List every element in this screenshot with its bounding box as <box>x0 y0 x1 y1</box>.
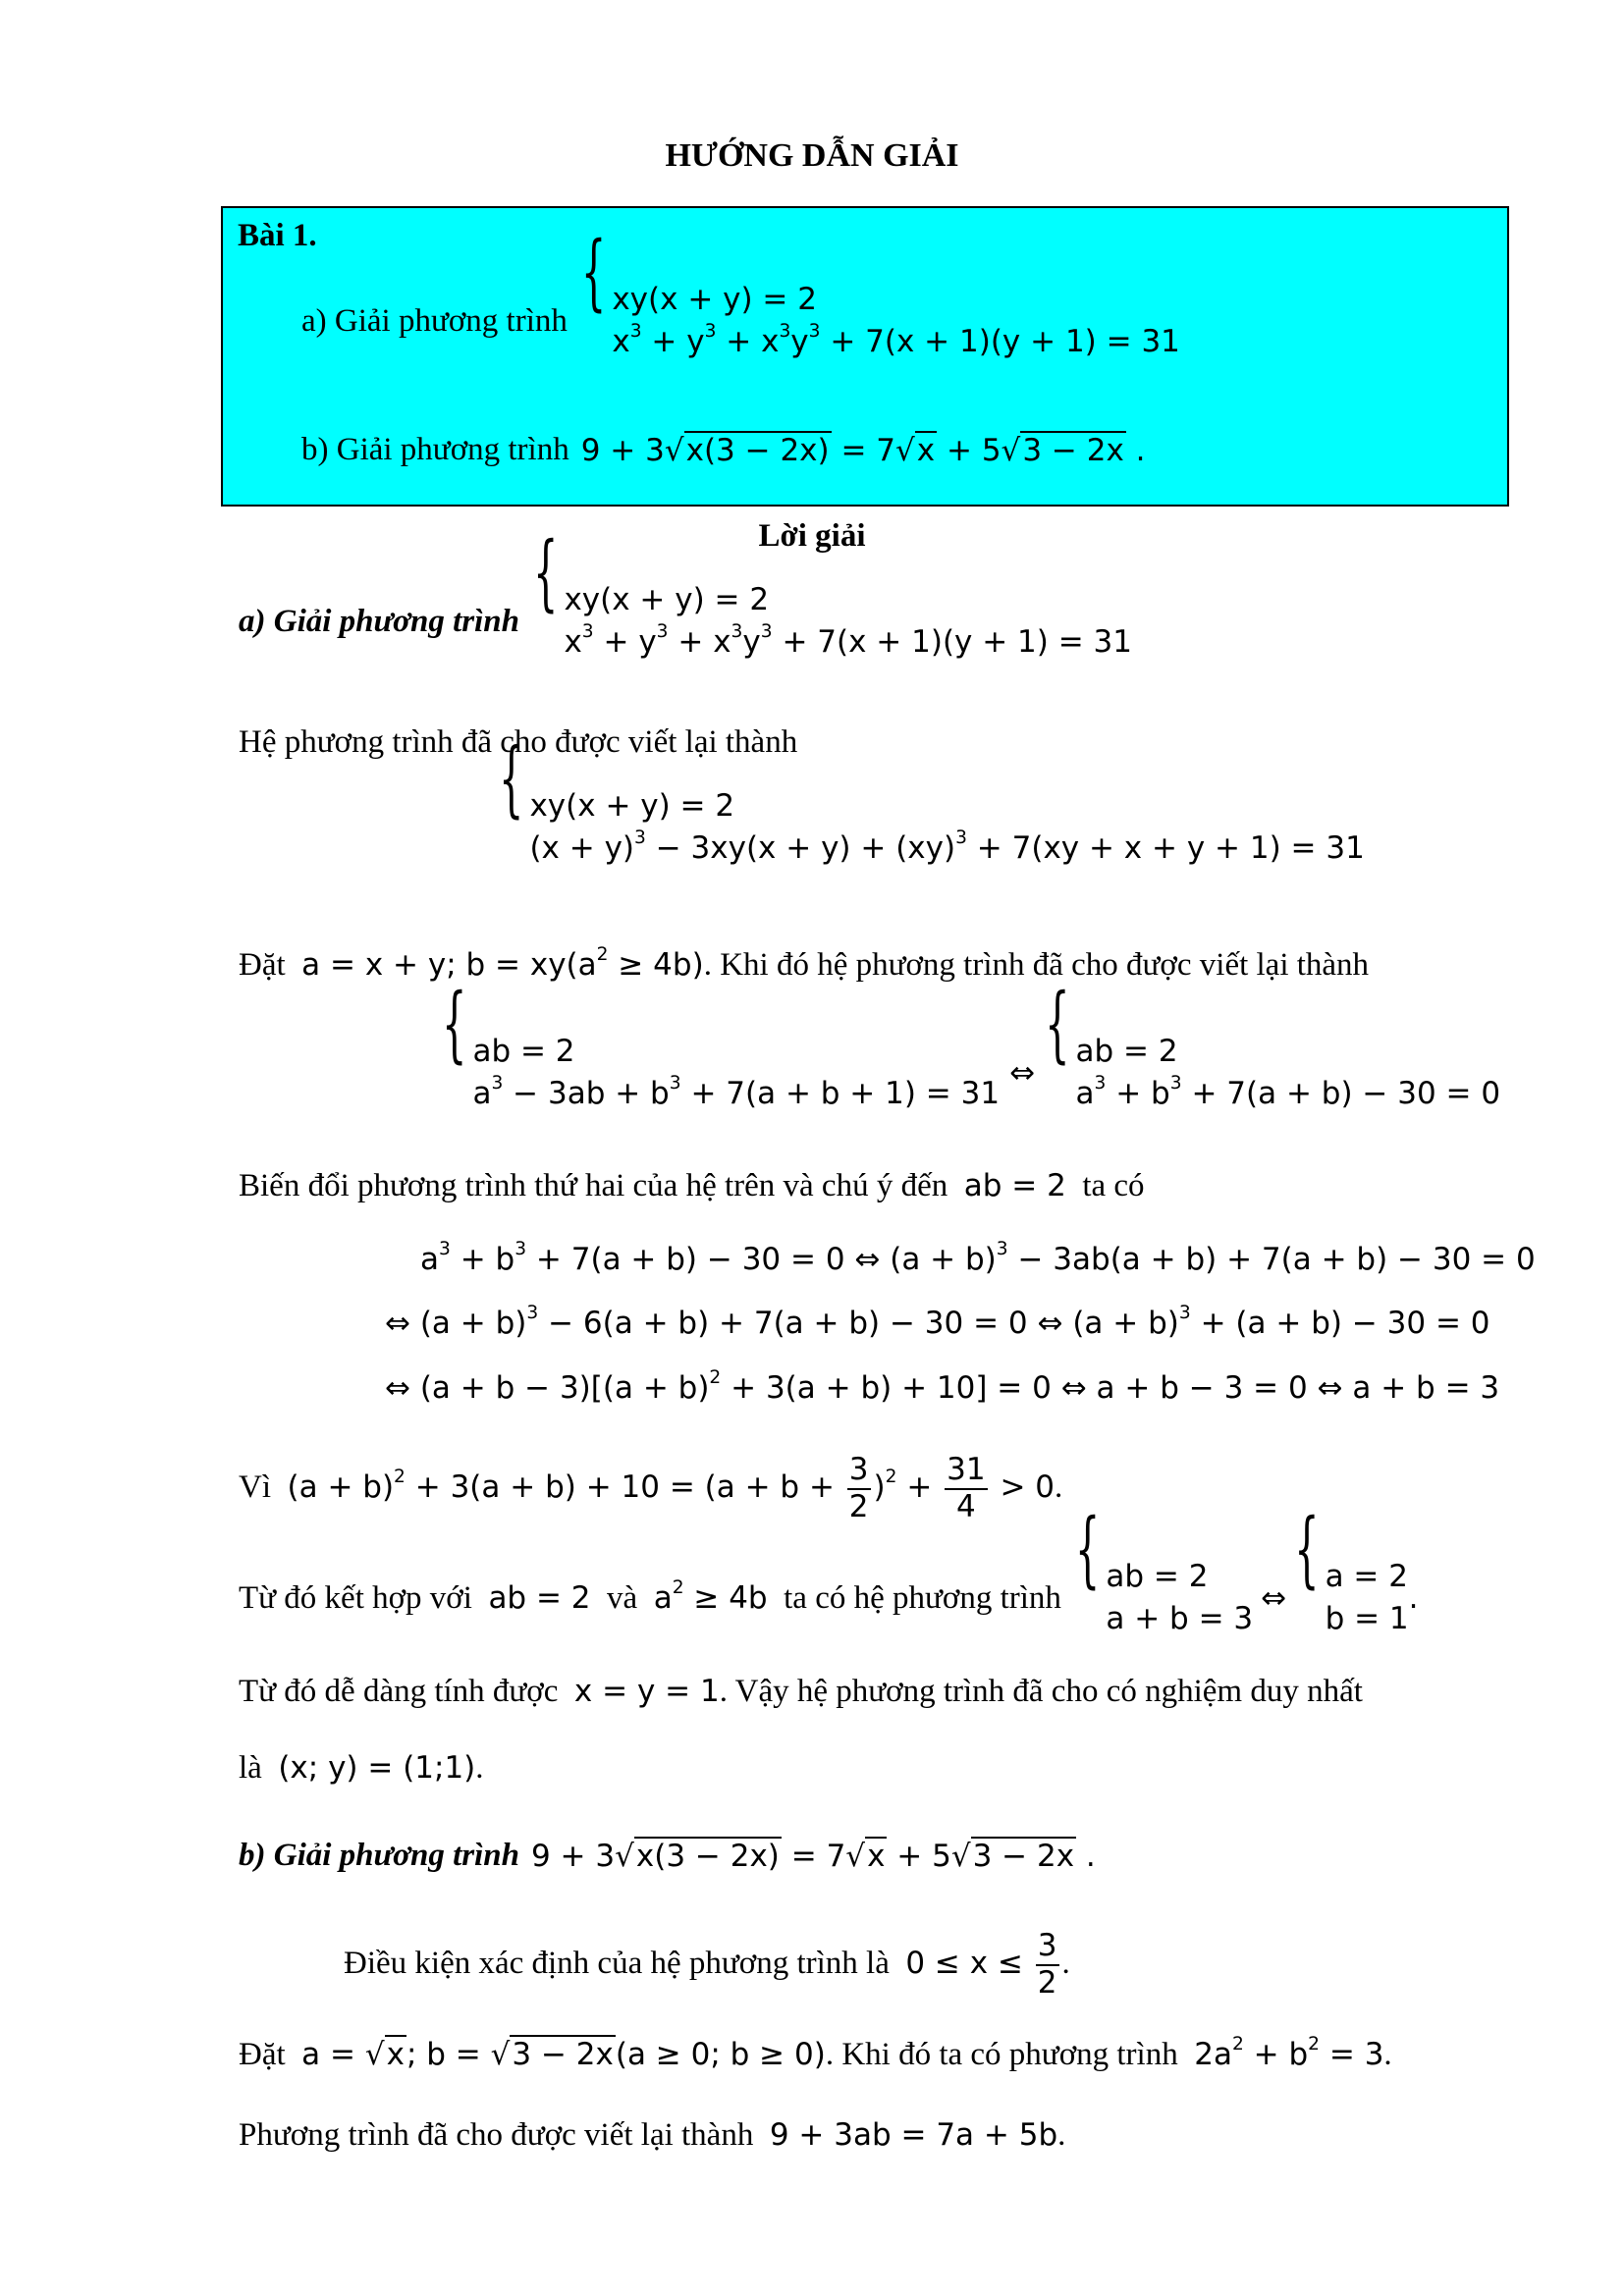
substituted-system <box>442 977 1501 1116</box>
system-brace: { <box>442 977 467 1073</box>
paragraph: là (x; y) = (1;1). <box>239 1750 484 1786</box>
equation: $x^3 + y^3 + x^3y^3 + 7(x + 1)(y + 1) = 31$ <box>564 621 1133 661</box>
paragraph: Đặt a = √x; b = √3 − 2x(a ≥ 0; b ≥ 0). Khi đó ta có phương trình $2a^2 + b^2 = 3$. <box>239 2034 1392 2072</box>
derivation-line: ⇔ $(a + b)^3 - 6(a + b) + 7(a + b) - 30 = 0$ ⇔ $(a + b)^3 + (a + b) - 30 = 0$ <box>385 1303 1490 1341</box>
equation: a + b = 3 <box>1106 1601 1254 1637</box>
problem-part-a <box>301 225 1180 364</box>
solution-heading: Lời giải <box>758 518 866 554</box>
equation: b = 1 <box>1325 1601 1409 1637</box>
problem-part-b <box>301 432 1146 468</box>
derivation-line: $a^3 + b^3 + 7(a + b) - 30 = 0$ ⇔ $(a + b)^3 - 3ab(a + b) + 7(a + b) - 30 = 0$ <box>420 1239 1536 1277</box>
derivation-line: ⇔ $(a + b - 3)[(a + b)^2 + 3(a + b) + 10] = 0$ ⇔ a + b − 3 = 0 ⇔ a + b = 3 <box>385 1367 1500 1406</box>
combine-text: Từ đó kết hợp với ab = 2 và $a^2 \ge 4b$ ta có hệ phương trình <box>239 1577 1061 1616</box>
paragraph: Phương trình đã cho được viết lại thành 9 + 3ab = 7a + 5b. <box>239 2117 1066 2153</box>
equivalence-symbol: ⇔ <box>1261 1580 1287 1617</box>
equation: xy(x + y) = 2 <box>612 282 817 317</box>
equation: ab = 2 <box>1106 1559 1209 1594</box>
equation: $a^3 + b^3 + 7(a + b) - 30 = 0$ <box>1075 1073 1501 1112</box>
equation: 9 + 3√x(3 − 2x) = 7√x + 5√3 − 2x . <box>580 432 1146 468</box>
system-brace: { <box>532 525 559 621</box>
system-brace: { <box>1294 1502 1320 1598</box>
paragraph: Biến đổi phương trình thứ hai của hệ trên và chú ý đến ab = 2 ta có <box>239 1168 1145 1203</box>
part-b-label: b) Giải phương trình <box>239 1838 519 1873</box>
equation: 9 + 3√x(3 − 2x) = 7√x + 5√3 − 2x . <box>530 1838 1096 1874</box>
system-brace: { <box>1074 1502 1101 1598</box>
paragraph: Hệ phương trình đã cho được viết lại thành <box>239 724 798 760</box>
period: . <box>1408 1580 1419 1617</box>
part-a-label: a) Giải phương trình <box>239 603 519 639</box>
system-brace: { <box>499 731 524 828</box>
equation: $x^3 + y^3 + x^3y^3 + 7(x + 1)(y + 1) = 31$ <box>612 321 1180 360</box>
equation: xy(x + y) = 2 <box>529 788 735 824</box>
equation: $(x + y)^3 - 3xy(x + y) + (xy)^3 + 7(xy + x + y + 1) = 31$ <box>529 828 1365 867</box>
system-brace: { <box>580 225 607 321</box>
paragraph: Đặt a = x + y; $b = xy(a^2 \ge 4b)$. Khi đó hệ phương trình đã cho được viết lại thành <box>239 944 1370 983</box>
paragraph: Vì $(a + b)^2 + 3(a + b) + 10 = (a + b$ + $\frac{3}{2}$ )$^2$ + $\frac{31}{4}$ > 0. <box>239 1452 1063 1524</box>
rewritten-system <box>499 731 1365 871</box>
system-brace: { <box>1045 977 1070 1073</box>
equation: a = 2 <box>1325 1559 1408 1594</box>
paragraph: Điều kiện xác định của hệ phương trình là 0 ≤ x ≤ $\frac{3}{2}$ . <box>344 1928 1070 2001</box>
equation: ab = 2 <box>472 1034 575 1069</box>
equivalence-symbol: ⇔ <box>1009 1055 1036 1092</box>
page-title: HƯỚNG DẪN GIẢI <box>665 137 959 174</box>
problem-box <box>221 206 1509 507</box>
paragraph: Từ đó dễ dàng tính được x = y = 1. Vậy hệ phương trình đã cho có nghiệm duy nhất <box>239 1674 1363 1709</box>
problem-heading: Bài 1. <box>238 218 317 253</box>
problem-part-a-system <box>580 225 1180 364</box>
problem-part-a-label: a) Giải phương trình <box>301 302 568 339</box>
part-b-heading <box>239 1838 1096 1874</box>
equation: xy(x + y) = 2 <box>564 582 770 617</box>
paragraph <box>239 1502 1419 1641</box>
equation: $a^3 - 3ab + b^3 + 7(a + b + 1) = 31$ <box>472 1073 1001 1112</box>
problem-part-b-label: b) Giải phương trình <box>301 432 569 467</box>
equation: ab = 2 <box>1075 1034 1178 1069</box>
